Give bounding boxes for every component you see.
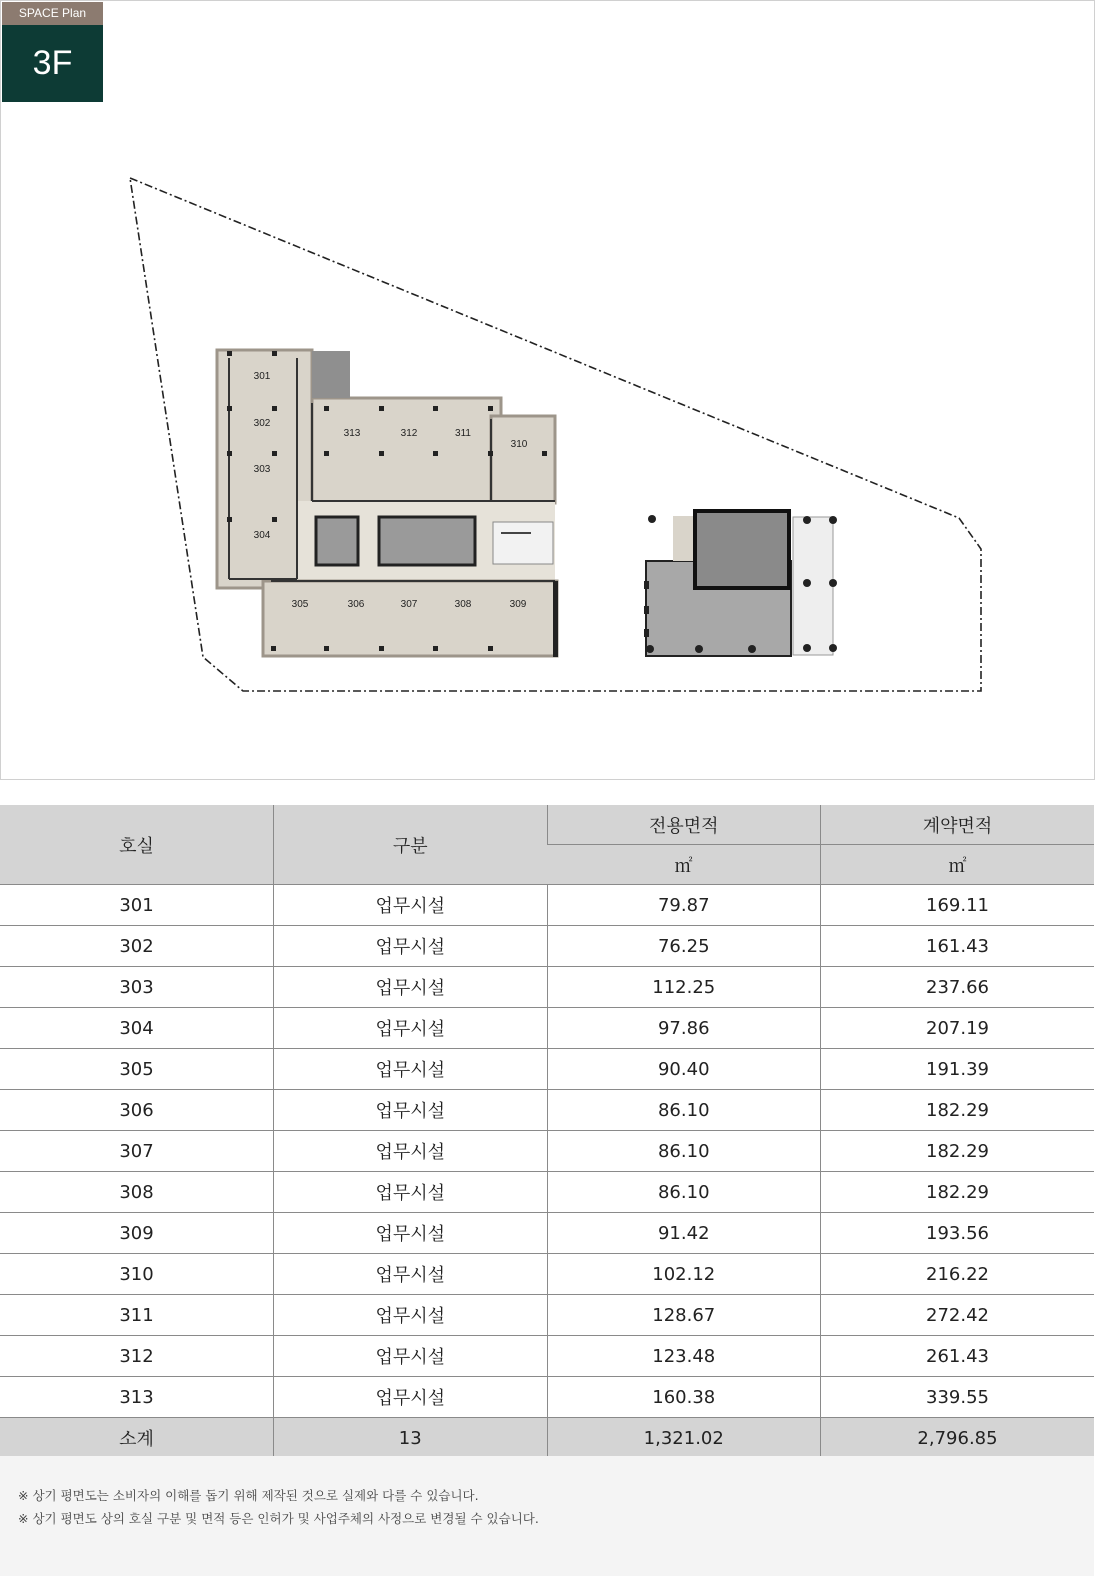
room-label-303: 303	[253, 464, 271, 475]
header-exclusive-unit: ㎡	[547, 845, 821, 885]
contract-cell: 207.19	[821, 1008, 1095, 1049]
category-cell: 업무시설	[274, 1254, 548, 1295]
core-elevators	[379, 517, 475, 565]
room-label-311: 311	[455, 428, 471, 439]
room-cell: 313	[0, 1377, 274, 1418]
unit-area-table	[0, 805, 1094, 1459]
table-row	[0, 1377, 1094, 1418]
room-label-313: 313	[343, 428, 361, 439]
core-stair-a	[316, 517, 358, 565]
contract-cell: 272.42	[821, 1295, 1095, 1336]
annex-building	[644, 511, 837, 656]
room-cell: 312	[0, 1336, 274, 1377]
disclaimer-note-1: ※ 상기 평면도는 소비자의 이해를 돕기 위해 제작된 것으로 실제와 다를 수 있습니다.	[18, 1488, 479, 1503]
room-label-302: 302	[253, 418, 271, 429]
wing-310	[491, 416, 555, 503]
table-row	[0, 926, 1094, 967]
category-cell: 업무시설	[274, 1008, 548, 1049]
exclusive-cell: 86.10	[547, 1131, 821, 1172]
room-cell: 307	[0, 1131, 274, 1172]
category-cell: 업무시설	[274, 967, 548, 1008]
annex-entry	[673, 516, 693, 561]
annex-core	[695, 511, 789, 588]
disclaimer-notes	[0, 1456, 1094, 1576]
room-cell: 303	[0, 967, 274, 1008]
table-row	[0, 1090, 1094, 1131]
room-label-310: 310	[510, 439, 528, 450]
category-cell: 업무시설	[274, 1377, 548, 1418]
exclusive-cell: 123.48	[547, 1336, 821, 1377]
north-wing	[312, 398, 501, 503]
south-wing	[263, 581, 557, 656]
room-cell: 310	[0, 1254, 274, 1295]
header-contract-unit: ㎡	[821, 845, 1095, 885]
contract-cell: 182.29	[821, 1172, 1095, 1213]
exclusive-cell: 76.25	[547, 926, 821, 967]
room-label-312: 312	[400, 428, 418, 439]
contract-cell: 339.55	[821, 1377, 1095, 1418]
room-label-307: 307	[400, 599, 418, 610]
subtotal-exclusive: 1,321.02	[547, 1418, 821, 1459]
category-cell: 업무시설	[274, 1090, 548, 1131]
exclusive-cell: 128.67	[547, 1295, 821, 1336]
floor-badge: 3F	[2, 25, 103, 102]
table-row	[0, 1295, 1094, 1336]
room-cell: 305	[0, 1049, 274, 1090]
gray-room	[312, 351, 350, 398]
contract-cell: 216.22	[821, 1254, 1095, 1295]
floor-plan-drawing	[1, 1, 1094, 779]
exclusive-cell: 86.10	[547, 1090, 821, 1131]
exclusive-cell: 160.38	[547, 1377, 821, 1418]
table-row	[0, 1049, 1094, 1090]
table-row	[0, 1008, 1094, 1049]
room-label-306: 306	[347, 599, 365, 610]
core-stair-b	[493, 522, 553, 564]
floor-plan-panel	[0, 0, 1095, 780]
exclusive-cell: 102.12	[547, 1254, 821, 1295]
room-label-308: 308	[454, 599, 472, 610]
category-cell: 업무시설	[274, 1295, 548, 1336]
category-cell: 업무시설	[274, 885, 548, 926]
room-cell: 301	[0, 885, 274, 926]
header-room: 호실	[0, 805, 274, 885]
table-row	[0, 1336, 1094, 1377]
table-row	[0, 1213, 1094, 1254]
main-building	[217, 350, 558, 657]
category-cell: 업무시설	[274, 1049, 548, 1090]
room-label-304: 304	[253, 530, 271, 541]
room-cell: 302	[0, 926, 274, 967]
exclusive-cell: 86.10	[547, 1172, 821, 1213]
category-cell: 업무시설	[274, 1336, 548, 1377]
subtotal-label: 소계	[0, 1418, 274, 1459]
contract-cell: 182.29	[821, 1131, 1095, 1172]
contract-cell: 237.66	[821, 967, 1095, 1008]
category-cell: 업무시설	[274, 1131, 548, 1172]
category-cell: 업무시설	[274, 926, 548, 967]
contract-cell: 169.11	[821, 885, 1095, 926]
subtotal-contract: 2,796.85	[821, 1418, 1095, 1459]
table-row	[0, 1131, 1094, 1172]
room-label-309: 309	[509, 599, 527, 610]
table-row	[0, 885, 1094, 926]
room-label-301: 301	[253, 371, 271, 382]
header-category: 구분	[274, 805, 548, 885]
room-cell: 309	[0, 1213, 274, 1254]
disclaimer-note-2: ※ 상기 평면도 상의 호실 구분 및 면적 등은 인허가 및 사업주체의 사정으로 변경될 수 있습니다.	[18, 1511, 539, 1526]
header-exclusive-area: 전용면적	[547, 805, 821, 845]
room-cell: 311	[0, 1295, 274, 1336]
space-plan-label: SPACE Plan	[2, 2, 103, 25]
table-row	[0, 967, 1094, 1008]
category-cell: 업무시설	[274, 1172, 548, 1213]
contract-cell: 261.43	[821, 1336, 1095, 1377]
exclusive-cell: 91.42	[547, 1213, 821, 1254]
room-cell: 308	[0, 1172, 274, 1213]
contract-cell: 161.43	[821, 926, 1095, 967]
room-cell: 306	[0, 1090, 274, 1131]
contract-cell: 191.39	[821, 1049, 1095, 1090]
subtotal-row	[0, 1418, 1094, 1459]
annex-canopy	[793, 517, 833, 655]
room-label-305: 305	[291, 599, 309, 610]
contract-cell: 193.56	[821, 1213, 1095, 1254]
contract-cell: 182.29	[821, 1090, 1095, 1131]
table-row	[0, 1254, 1094, 1295]
exclusive-cell: 112.25	[547, 967, 821, 1008]
exclusive-cell: 79.87	[547, 885, 821, 926]
exclusive-cell: 97.86	[547, 1008, 821, 1049]
header-contract-area: 계약면적	[821, 805, 1095, 845]
room-cell: 304	[0, 1008, 274, 1049]
table-row	[0, 1172, 1094, 1213]
exclusive-cell: 90.40	[547, 1049, 821, 1090]
category-cell: 업무시설	[274, 1213, 548, 1254]
subtotal-count: 13	[274, 1418, 548, 1459]
